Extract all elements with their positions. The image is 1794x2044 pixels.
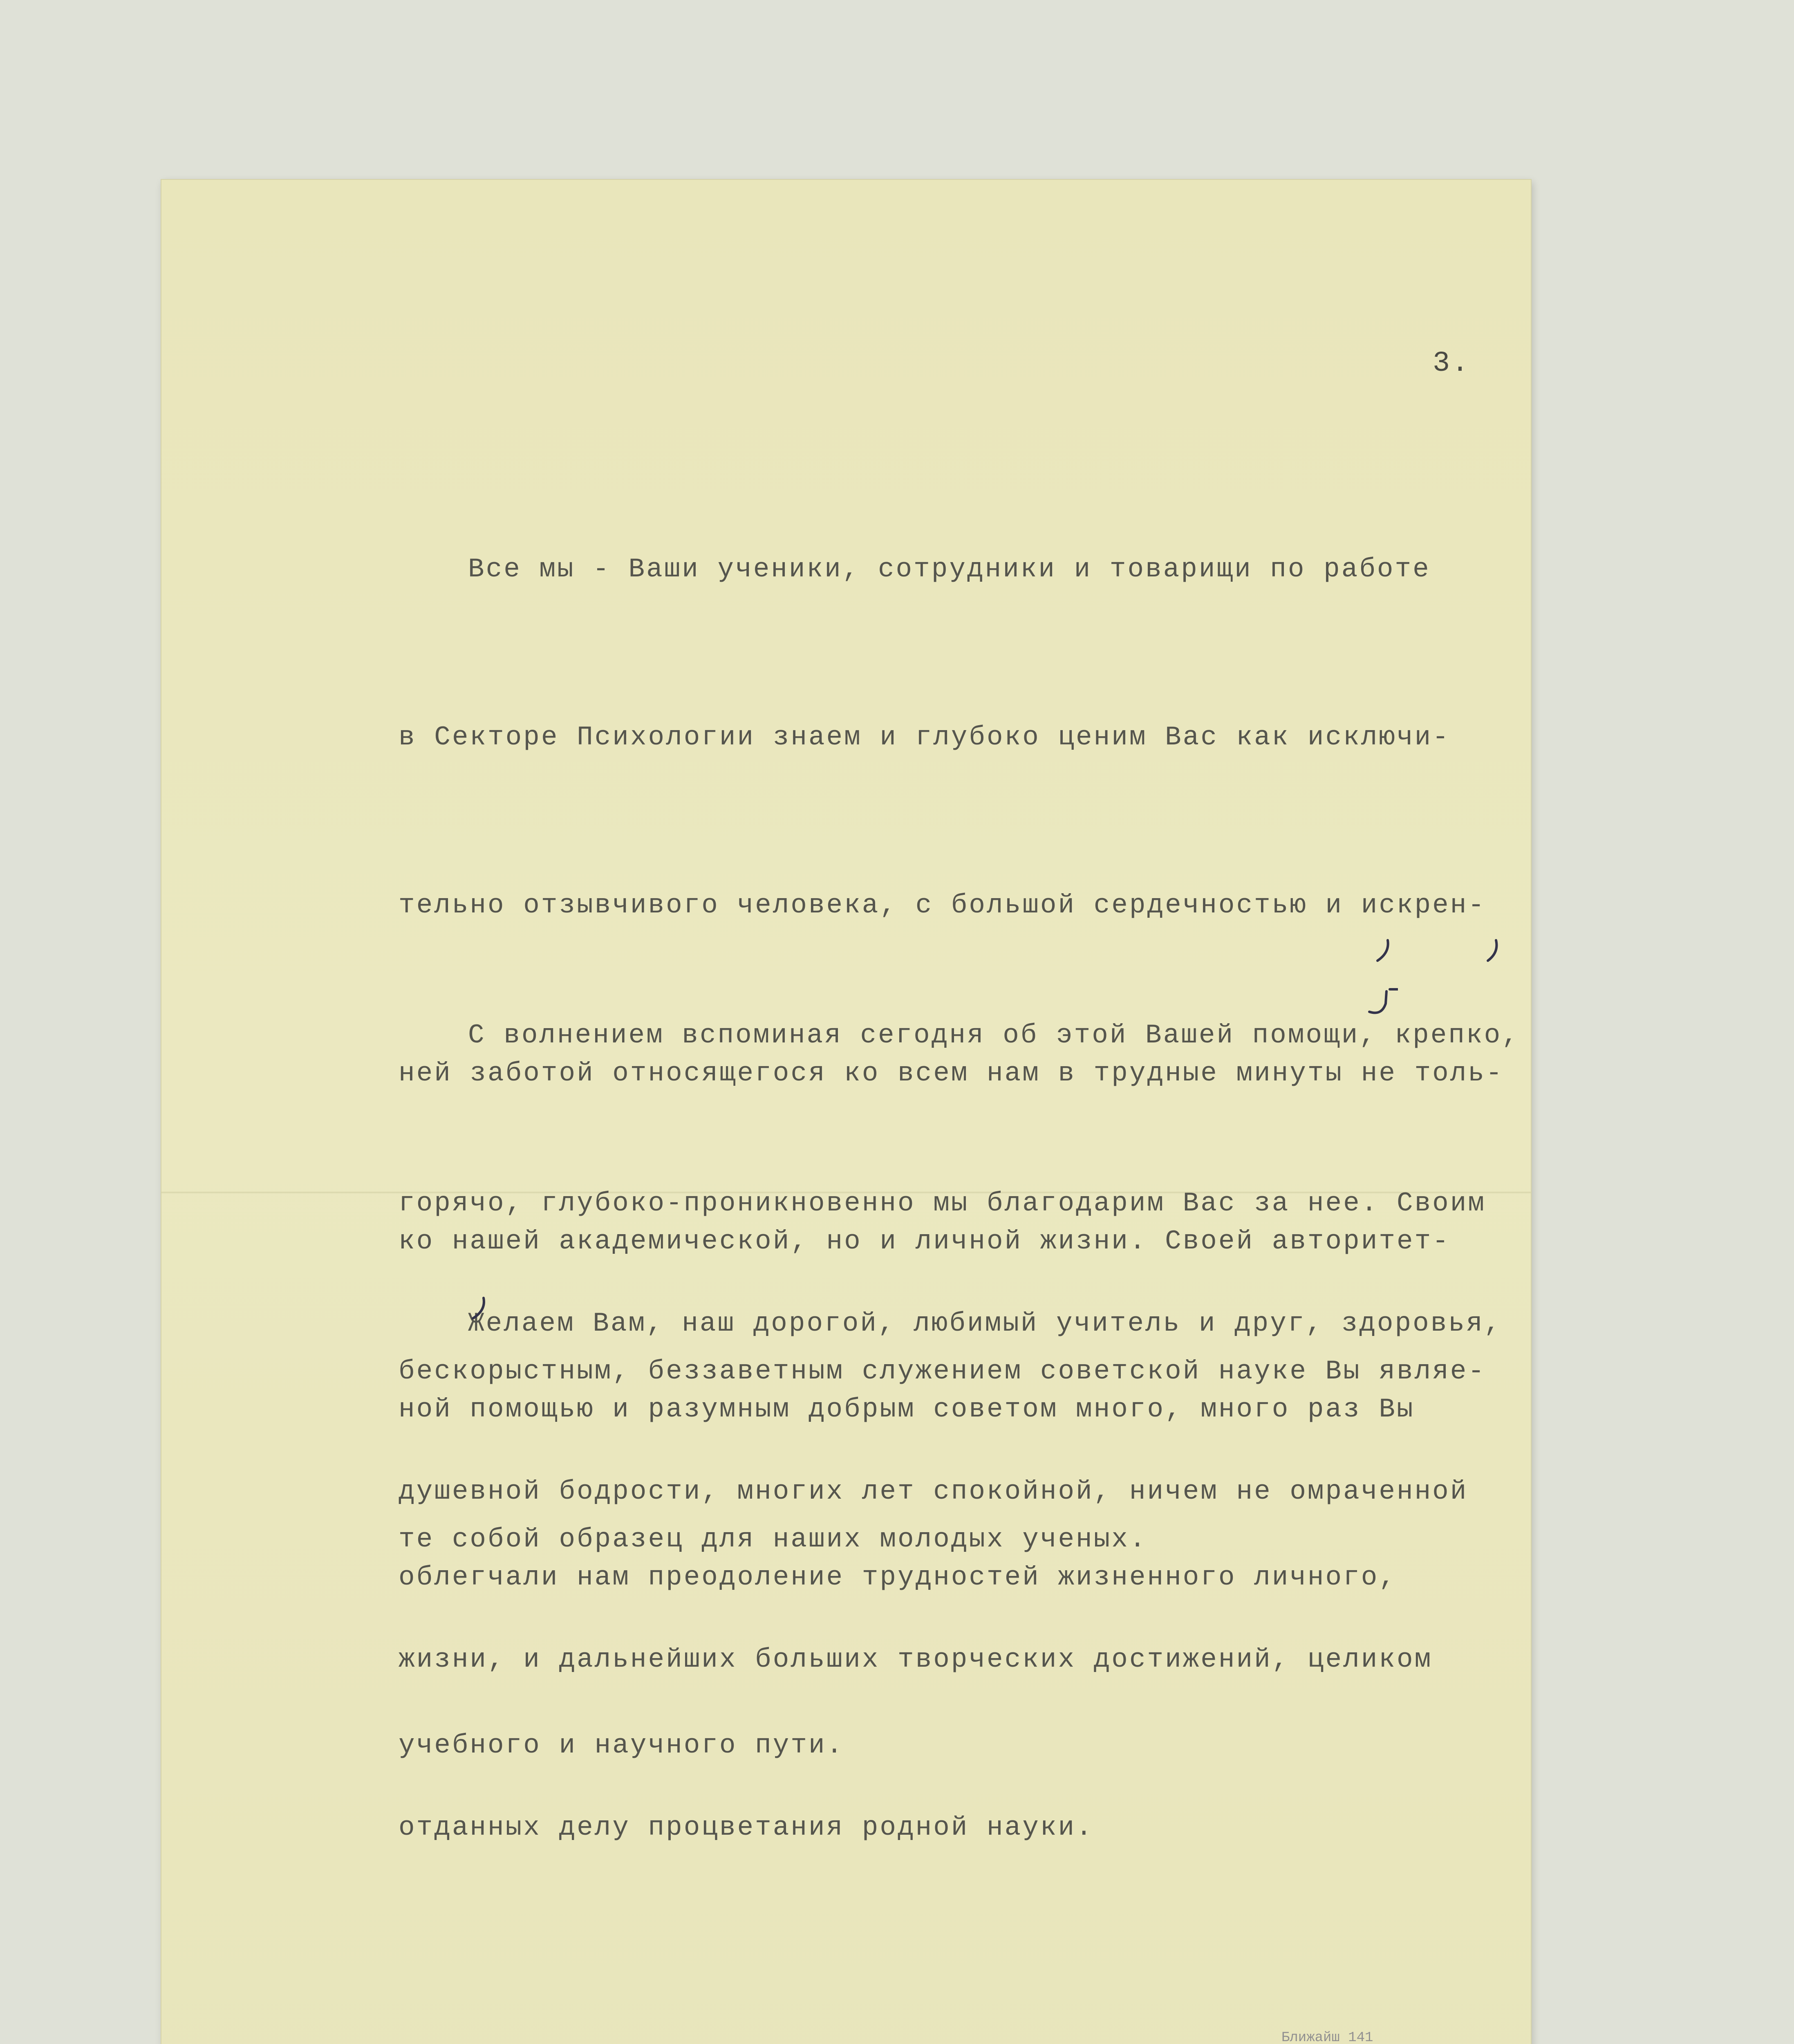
text-line: ко нашей академической, но и личной жизни. Своей авторитет- [399, 1226, 1450, 1257]
document-sheet [161, 180, 1531, 2044]
text-line: Желаем Вам, наш дорогой, любимый учитель и друг, здоровья, [468, 1308, 1502, 1339]
text-line: облегчали нам преодоление трудностей жизненного личного, [399, 1562, 1397, 1593]
text-line: С волнением вспоминая сегодня об этой Вашей помощи, крепко, [468, 1020, 1520, 1051]
text-line: в Секторе Психологии знаем и глубоко ценим Вас как исключи- [399, 722, 1450, 753]
handwritten-period-mark [1361, 987, 1398, 1024]
text-line: жизни, и дальнейших больших творческих достижений, целиком [399, 1644, 1433, 1675]
text-line: отданных делу процветания родной науки. [399, 1812, 1094, 1843]
handwritten-comma-mark [1482, 936, 1506, 965]
text-line: душевной бодрости, многих лет спокойной, ничем не омраченной [399, 1476, 1468, 1507]
paragraph-3 [399, 1183, 1539, 1968]
text-line: ной помощью и разумным добрым советом много, много раз Вы [399, 1394, 1415, 1425]
archive-stamp [1257, 2028, 1486, 2044]
text-line: горячо, глубоко-проникновенно мы благодарим Вас за нее. Своим [399, 1188, 1486, 1219]
text-line: Все мы - Ваши ученики, сотрудники и товарищи по работе [468, 554, 1431, 585]
stamp-line: Ближайш 141 [1281, 2030, 1373, 2044]
handwritten-comma-mark [1371, 936, 1396, 965]
text-line: те собой образец для наших молодых ученых. [399, 1524, 1147, 1555]
handwritten-comma-mark [468, 1294, 493, 1322]
text-line: бескорыстным, беззаветным служением советской науке Вы являе- [399, 1356, 1486, 1387]
page-number: 3. [1433, 347, 1471, 380]
text-line: учебного и научного пути. [399, 1730, 844, 1761]
text-line: ней заботой относящегося ко всем нам в трудные минуты не толь- [399, 1058, 1504, 1089]
text-line: тельно отзывчивого человека, с большой сердечностью и искрен- [399, 890, 1486, 921]
